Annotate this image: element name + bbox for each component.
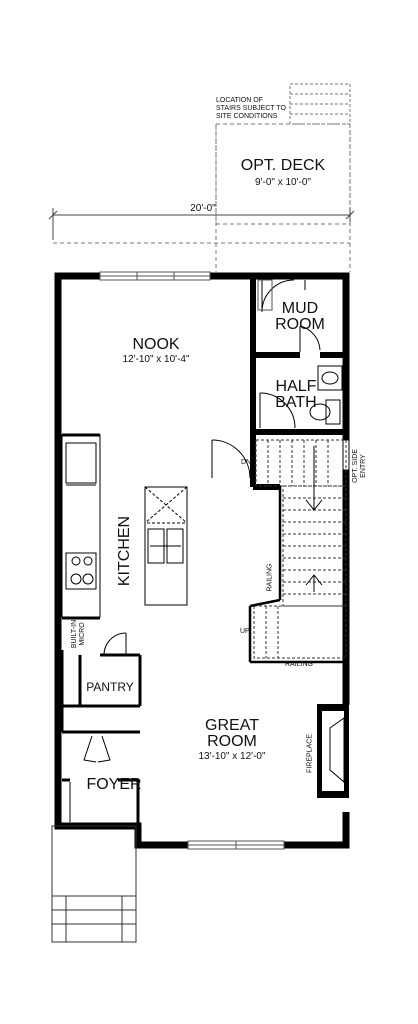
great-room-dims: 13'-10" x 12'-0" (198, 751, 266, 762)
mud-room-name: MUD ROOM (275, 300, 325, 333)
stairs (254, 440, 346, 658)
kitchen-name: KITCHEN (116, 515, 133, 587)
railing-label-lower: RAILING (285, 661, 314, 668)
kitchen-island (145, 487, 187, 605)
optional-deck (216, 124, 350, 272)
deck-stairs (290, 84, 350, 124)
nook-dims: 12'-10" x 10'-4" (122, 354, 190, 365)
overall-width-label: 20'-0" (190, 203, 216, 214)
built-in-micro-label: BUILT-IN MICRO (71, 619, 86, 649)
stair-railings (250, 486, 346, 662)
stair-up-label: UP (240, 628, 250, 635)
kitchen-counters (62, 435, 100, 617)
stair-down-label: DN (241, 459, 252, 466)
side-entry-label: OPT. SIDE ENTRY (352, 449, 367, 483)
stair-location-note: LOCATION OF STAIRS SUBJECT TO SITE CONDITIONS (216, 97, 286, 120)
half-bath-name: HALF BATH (275, 378, 317, 411)
pantry-name: PANTRY (86, 680, 134, 694)
great-room-name: GREAT ROOM (205, 717, 259, 750)
fireplace-box (317, 704, 349, 798)
pantry-door (104, 633, 126, 655)
deck-name: OPT. DECK (240, 157, 326, 174)
foyer-name: FOYER (86, 776, 142, 793)
fireplace-label: FIREPLACE (306, 734, 314, 773)
nook-name: NOOK (132, 336, 180, 353)
railing-label-upper: RAILING (266, 563, 274, 592)
deck-dims: 9'-0" x 10'-0" (255, 177, 311, 188)
entry-porch (52, 826, 136, 942)
